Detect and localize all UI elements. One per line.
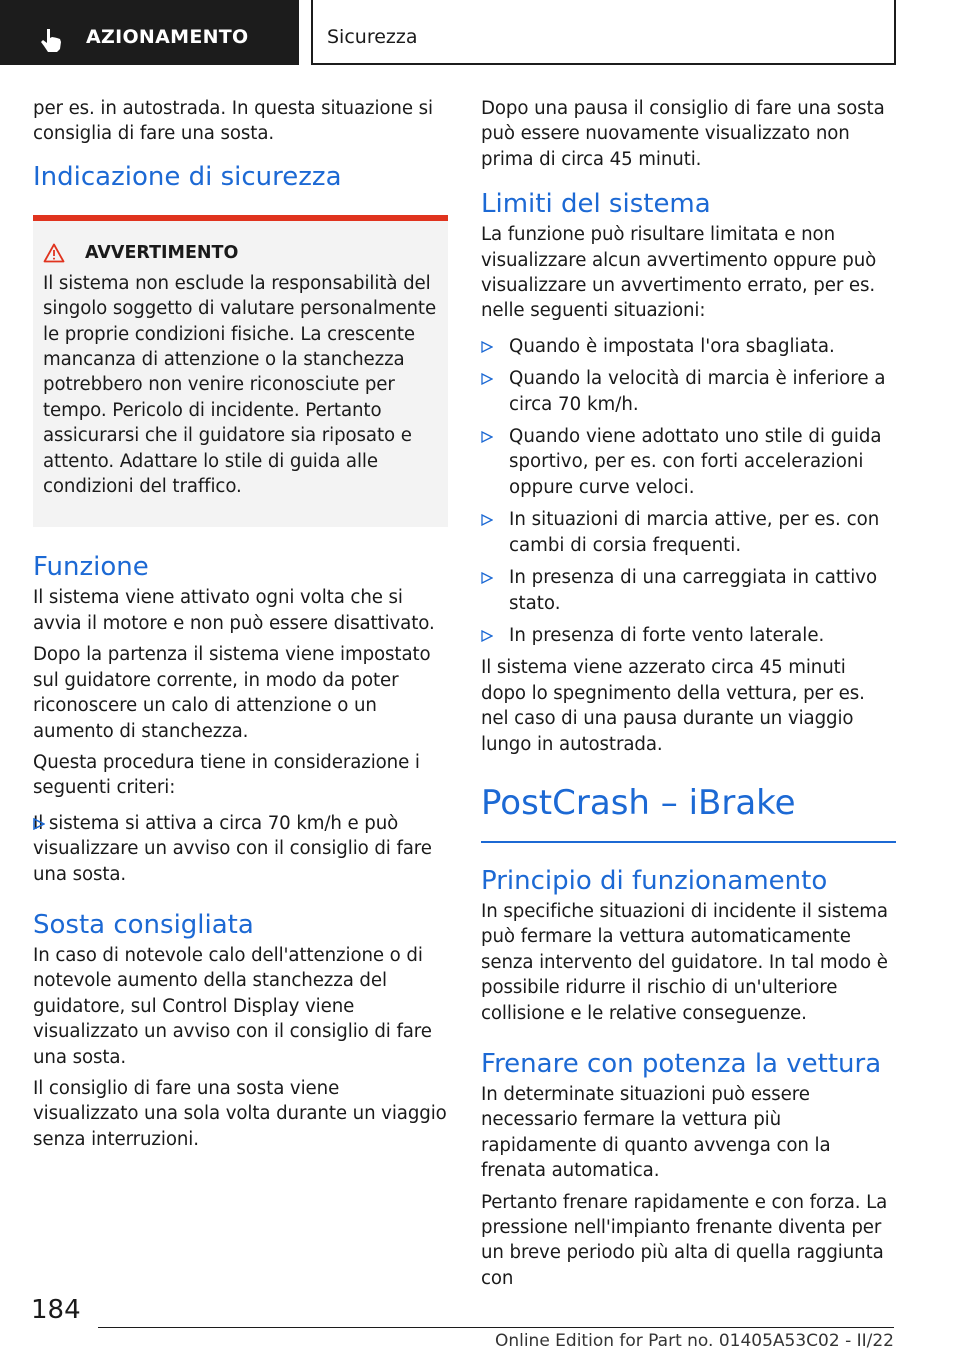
left-column <box>33 96 448 1158</box>
heading-postcrash: PostCrash – iBrake <box>481 782 796 823</box>
page-number: 184 <box>31 1295 81 1325</box>
right-column <box>481 96 896 1297</box>
section-header <box>0 0 299 65</box>
function-paragraph-3: Questa procedura tiene in considerazione i seguenti criteri: <box>33 751 420 799</box>
principle-paragraph: In specifiche situazioni di incidente il sistema può fermare la vettura automaticamente senza intervento del guidatore. In tal modo è possibile ridurre il rischio di un'ulteriore collisione e le relative conseguenze. <box>481 900 888 1024</box>
break-paragraph-2: Il consiglio di fare una sosta viene visualizzato una sola volta durante un viaggio senza interruzioni. <box>33 1077 447 1150</box>
hand-pointer-icon <box>38 26 66 54</box>
limits-paragraph-1: La funzione può risultare limitata e non visualizzare alcun avvertimento oppure può visualizzare un avvertimento errato, per es. nelle seguenti situazioni: <box>481 224 877 322</box>
bullet-triangle-icon <box>481 431 493 443</box>
limits-paragraph-2: Il sistema viene azzerato circa 45 minuti dopo lo spegnimento della vettura, per es. nel caso di una pausa durante un viaggio lungo in autostrada. <box>481 657 865 755</box>
list-item: Quando è impostata l'ora sbagliata. <box>481 334 896 359</box>
list-item: Quando la velocità di marcia è inferiore a circa 70 km/h. <box>481 366 896 417</box>
list-item: In presenza di forte vento laterale. <box>481 623 896 648</box>
bullet-triangle-icon <box>481 514 493 526</box>
edition-note: Online Edition for Part no. 01405A53C02 - II/22 <box>494 1331 894 1351</box>
bullet-triangle-icon <box>33 818 45 830</box>
function-paragraph-1: Il sistema viene attivato ogni volta che si avvia il motore e non può essere disattivato. <box>33 587 435 634</box>
heading-brake-hard: Frenare con potenza la vettura <box>481 1048 882 1079</box>
pause-paragraph: Dopo una pausa il consiglio di fare una sosta può essere nuovamente visualizzato non prima di circa 45 minuti. <box>481 98 885 170</box>
heading-system-limits: Limiti del sistema <box>481 189 711 220</box>
heading-break-recommended: Sosta consigliata <box>33 909 254 940</box>
chapter-title: Sicurezza <box>327 26 418 48</box>
heading-operating-principle: Principio di funzionamento <box>481 865 828 896</box>
list-item: In situazioni di marcia attive, per es. con cambi di corsia frequenti. <box>481 507 896 558</box>
list-item: Quando viene adottato uno stile di guida sportivo, per es. con forti accelerazioni oppure curve veloci. <box>481 424 896 500</box>
bullet-triangle-icon <box>481 630 493 642</box>
heading-rule <box>481 841 896 843</box>
limits-list <box>481 334 896 648</box>
warning-header <box>43 243 440 263</box>
warning-box <box>33 221 448 528</box>
footer-rule <box>98 1327 894 1328</box>
warning-label: AVVERTIMENTO <box>85 242 239 263</box>
heading-function: Funzione <box>33 552 149 583</box>
heading-safety-notice: Indicazione di sicurezza <box>33 161 342 192</box>
brake-paragraph-1: In determinate situazioni può essere necessario fermare la vettura più rapidamente di quanto avvenga con la frenata automatica. <box>481 1083 831 1182</box>
function-paragraph-4: Il sistema si attiva a circa 70 km/h e può visualizzare un avviso con il consiglio di fare una sosta. <box>33 812 432 885</box>
brake-paragraph-2: Pertanto frenare rapidamente e con forza. La pressione nell'impianto frenante diventa per un breve periodo più alta di quella raggiunta con <box>481 1191 888 1289</box>
function-paragraph-2: Dopo la partenza il sistema viene impostato sul guidatore corrente, in modo da poter riconoscere un calo di attenzione o un aumento di stanchezza. <box>33 644 431 742</box>
bullet-triangle-icon <box>481 572 493 584</box>
bullet-triangle-icon <box>481 341 493 353</box>
chapter-header <box>311 0 896 65</box>
bullet-triangle-icon <box>481 373 493 385</box>
list-item: In presenza di una carreggiata in cattivo stato. <box>481 565 896 616</box>
intro-paragraph: per es. in autostrada. In questa situazione si consiglia di fare una sosta. <box>33 98 433 145</box>
warning-triangle-icon <box>43 243 65 263</box>
break-paragraph-1: In caso di notevole calo dell'attenzione o di notevole aumento della stanchezza del guidatore, sul Control Display viene visualizzato un avviso con il consiglio di fare una sosta. <box>33 944 432 1068</box>
warning-text: Il sistema non esclude la responsabilità del singolo soggetto di valutare personalmente le proprie condizioni fisiche. La crescente mancanza di attenzione o la stanchezza potrebbero non venire riconosciute per tempo. Pericolo di incidente. Pertanto assicurarsi che il guidatore sia riposato e attento. Adattare lo stile di guida alle condizioni del traffico. <box>43 272 437 498</box>
section-title: AZIONAMENTO <box>86 26 249 48</box>
